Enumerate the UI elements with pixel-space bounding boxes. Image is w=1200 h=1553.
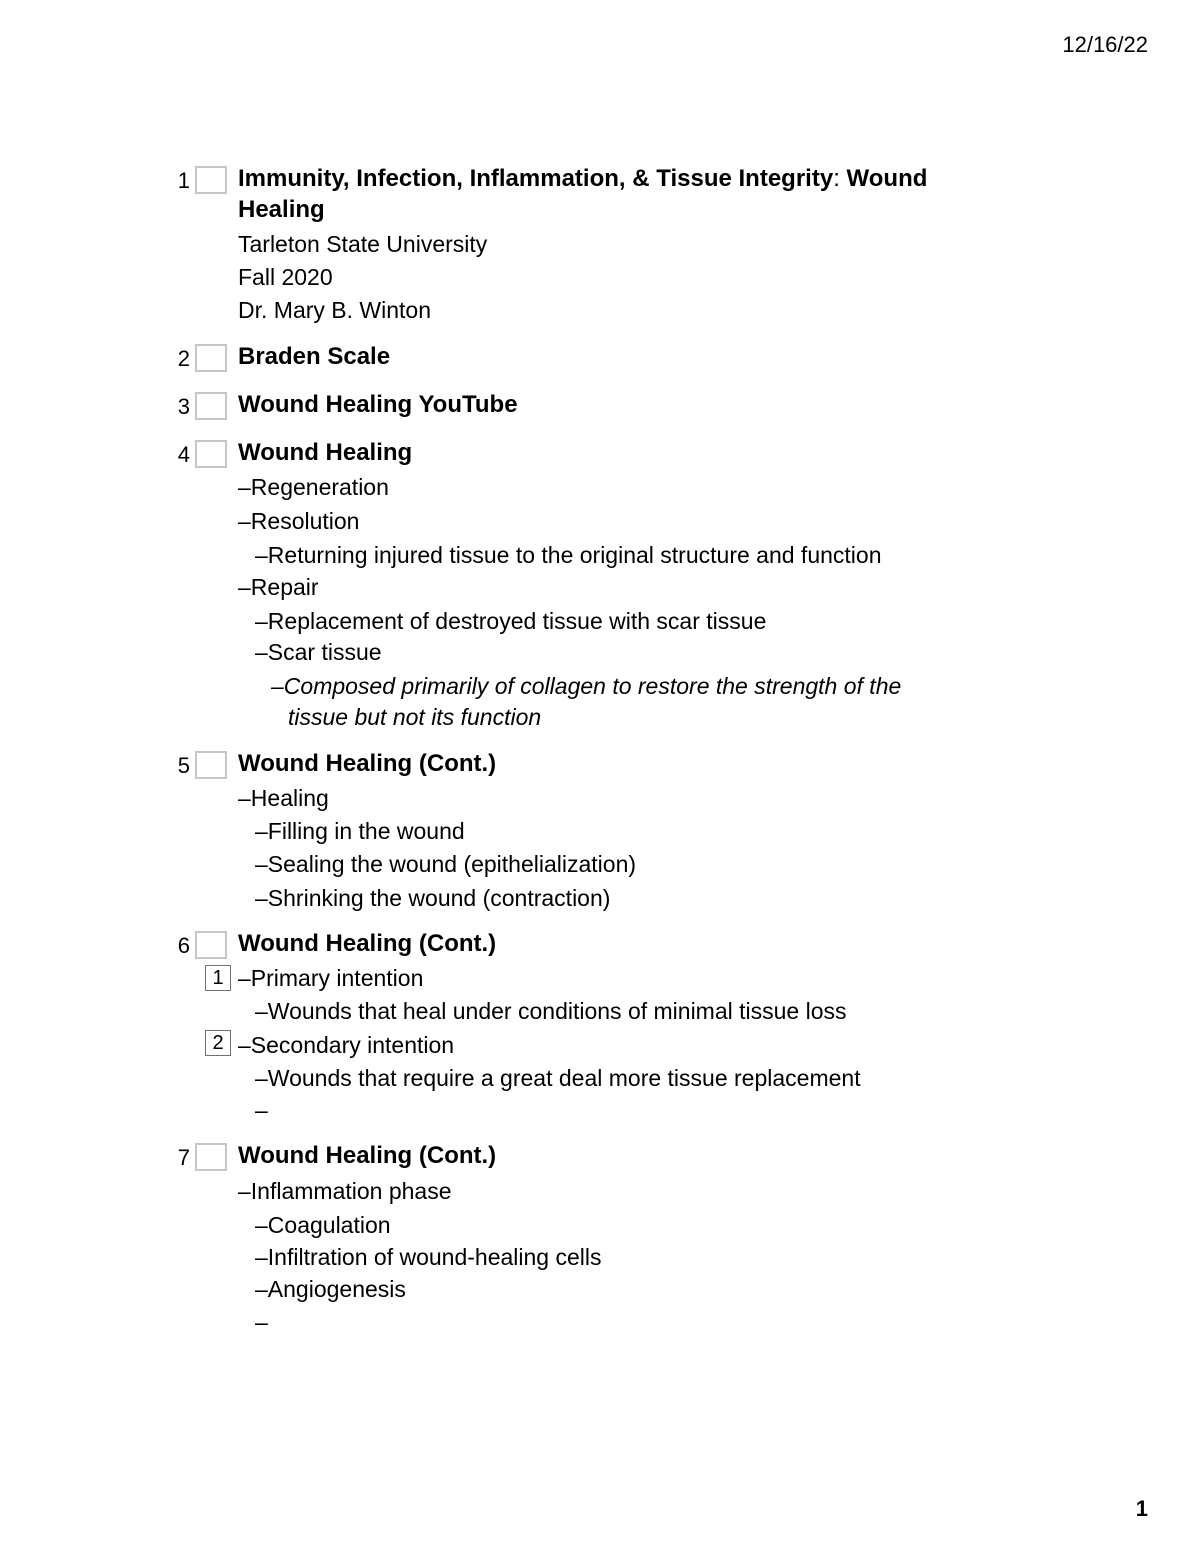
bullet-level-1: –Healing: [238, 785, 329, 811]
page-number: 1: [1135, 1496, 1148, 1521]
slide-line: Fall 2020: [238, 264, 333, 290]
note-marker-2[interactable]: 2: [205, 1030, 231, 1056]
bullet-level-2: –Sealing the wound (epithelialization): [255, 851, 637, 877]
bullet-level-2: –Replacement of destroyed tissue with scar tissue: [255, 608, 767, 634]
bullet-level-2: –Scar tissue: [255, 639, 382, 665]
slide-number: 6: [177, 933, 190, 958]
bullet-level-2: –Filling in the wound: [255, 818, 465, 844]
slide-thumbnail-placeholder: [195, 440, 227, 468]
slide-number: 7: [177, 1145, 190, 1170]
slide-title: Wound Healing: [238, 439, 413, 466]
bullet-level-1: –Secondary intention: [238, 1032, 455, 1058]
slide-thumbnail-placeholder: [195, 1143, 227, 1171]
bullet-level-2: –Wounds that heal under conditions of minimal tissue loss: [255, 998, 847, 1024]
slide-number: 1: [177, 168, 190, 193]
print-date: 12/16/22: [1062, 32, 1148, 57]
bullet-level-1: –Regeneration: [238, 474, 389, 500]
slide-number: 3: [177, 394, 190, 419]
bullet-level-2: –Shrinking the wound (contraction): [255, 885, 611, 911]
slide-line: Dr. Mary B. Winton: [238, 297, 431, 323]
bullet-level-2: –Infiltration of wound-healing cells: [255, 1244, 602, 1270]
slide-number: 2: [177, 346, 190, 371]
slide-title: Wound Healing (Cont.): [238, 750, 497, 777]
bullet-level-1: –Repair: [238, 574, 319, 600]
bullet-level-2: –Wounds that require a great deal more tissue replacement: [255, 1065, 861, 1091]
bullet-level-3: –Composed primarily of collagen to restore the strength of the: [271, 673, 902, 699]
slide-thumbnail-placeholder: [195, 931, 227, 959]
bullet-level-2: –Coagulation: [255, 1212, 391, 1238]
slide-thumbnail-placeholder: [195, 344, 227, 372]
bullet-level-1: –Primary intention: [238, 965, 424, 991]
slide-number: 4: [177, 442, 190, 467]
slide-title: Immunity, Infection, Inflammation, & Tissue Integrity: Wound Healing: [238, 165, 928, 223]
slide-title: Wound Healing (Cont.): [238, 930, 497, 957]
bullet-level-1: –Resolution: [238, 508, 360, 534]
slide-title: Braden Scale: [238, 343, 391, 370]
slide-number: 5: [177, 753, 190, 778]
slide-thumbnail-placeholder: [195, 166, 227, 194]
slide-thumbnail-placeholder: [195, 751, 227, 779]
slide-title: Wound Healing (Cont.): [238, 1142, 497, 1169]
slide-line: Tarleton State University: [238, 231, 488, 257]
bullet-level-2-empty: –: [255, 1097, 268, 1123]
bullet-level-2: –Angiogenesis: [255, 1276, 406, 1302]
bullet-level-3-continuation: tissue but not its function: [288, 704, 542, 730]
bullet-level-2: –Returning injured tissue to the original structure and function: [255, 542, 882, 568]
note-marker-1[interactable]: 1: [205, 965, 231, 991]
slide-thumbnail-placeholder: [195, 392, 227, 420]
bullet-level-1: –Inflammation phase: [238, 1178, 452, 1204]
slide-title: Wound Healing YouTube: [238, 391, 518, 418]
bullet-level-2-empty: –: [255, 1309, 268, 1335]
